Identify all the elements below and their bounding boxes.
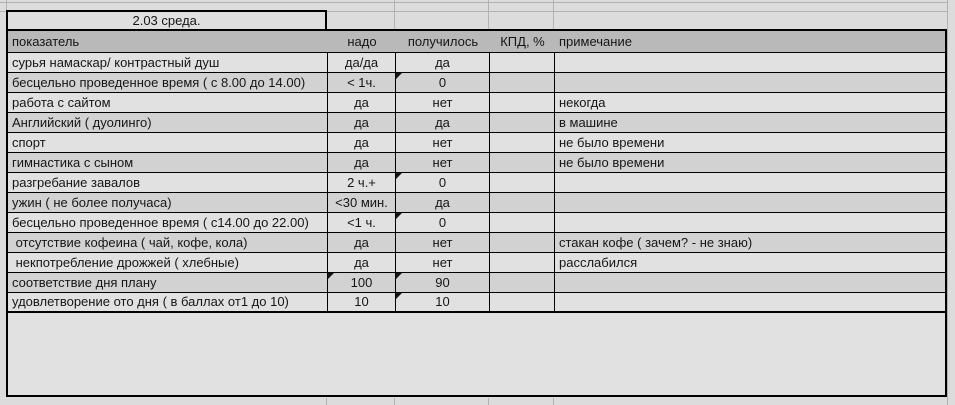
table-row [8, 273, 945, 293]
result-value: 0 [438, 174, 447, 190]
result-cell[interactable] [396, 213, 490, 232]
target-cell[interactable]: <1 ч. [328, 213, 396, 232]
result-cell[interactable]: да [396, 193, 490, 212]
gridline [326, 398, 327, 405]
kpd-cell[interactable] [490, 173, 555, 192]
indicator-cell[interactable]: удовлетворение ото дня ( в баллах от1 до 10) [8, 293, 328, 311]
target-cell[interactable]: да [328, 133, 396, 152]
target-cell[interactable]: да [328, 153, 396, 172]
note-cell[interactable] [555, 53, 945, 72]
kpd-cell[interactable] [490, 273, 555, 292]
error-indicator-icon [396, 213, 402, 219]
table-row [8, 253, 945, 273]
kpd-cell[interactable] [490, 293, 555, 311]
result-cell[interactable]: нет [396, 153, 490, 172]
error-indicator-icon [396, 293, 402, 299]
result-cell[interactable]: нет [396, 133, 490, 152]
target-cell[interactable]: да [328, 253, 396, 272]
gridline [394, 0, 395, 29]
table-row [8, 53, 945, 73]
indicator-cell[interactable]: Английский ( дуолинго) [8, 113, 328, 132]
kpd-cell[interactable] [490, 193, 555, 212]
indicator-cell[interactable]: бесцельно проведенное время ( с 8.00 до 14.00) [8, 73, 328, 92]
indicator-cell[interactable]: ужин ( не более получаса) [8, 193, 328, 212]
target-cell[interactable]: да [328, 93, 396, 112]
target-value: 100 [350, 274, 373, 290]
table-row [8, 93, 945, 113]
kpd-cell[interactable] [490, 73, 555, 92]
result-cell[interactable]: да [396, 53, 490, 72]
result-value: 90 [435, 274, 450, 290]
result-cell[interactable] [396, 73, 490, 92]
gridline [488, 0, 489, 29]
indicator-cell[interactable]: соответствие дня плану [8, 273, 328, 292]
indicator-cell[interactable]: гимнастика с сыном [8, 153, 328, 172]
target-cell[interactable]: 10 [328, 293, 396, 311]
kpd-cell[interactable] [490, 153, 555, 172]
table-row [8, 233, 945, 253]
target-cell[interactable]: < 1ч. [328, 73, 396, 92]
note-cell[interactable]: в машине [559, 114, 618, 130]
note-cell[interactable] [555, 213, 945, 232]
kpd-cell[interactable] [490, 253, 555, 272]
target-cell[interactable]: 2 ч.+ [328, 173, 396, 192]
table-row [8, 113, 945, 133]
column-header-kpd[interactable]: КПД, % [500, 33, 545, 49]
indicator-cell[interactable]: сурья намаскар/ контрастный душ [8, 53, 328, 72]
indicator-cell[interactable]: отсутствие кофеина ( чай, кофе, кола) [8, 233, 328, 252]
target-cell[interactable]: <30 мин. [328, 193, 396, 212]
error-indicator-icon [396, 173, 402, 179]
error-indicator-icon [328, 273, 334, 279]
date-cell[interactable]: 2.03 среда. [6, 10, 327, 31]
table-row [8, 73, 945, 93]
table-body [8, 53, 945, 313]
note-cell[interactable]: стакан кофе ( зачем? - не знаю) [559, 234, 753, 250]
target-cell[interactable] [328, 273, 396, 292]
column-header-result[interactable]: получилось [407, 33, 479, 49]
gridline [0, 2, 947, 3]
result-cell[interactable]: нет [396, 253, 490, 272]
column-header-note[interactable]: примечание [559, 33, 632, 49]
result-cell[interactable]: нет [396, 93, 490, 112]
kpd-cell[interactable] [490, 233, 555, 252]
gridline [553, 0, 554, 29]
target-cell[interactable]: да [328, 233, 396, 252]
note-cell[interactable] [555, 73, 945, 92]
kpd-cell[interactable] [490, 213, 555, 232]
kpd-cell[interactable] [490, 53, 555, 72]
summary-empty-area[interactable] [8, 313, 945, 395]
gridline [488, 398, 489, 405]
kpd-cell[interactable] [490, 113, 555, 132]
note-cell[interactable] [555, 293, 945, 311]
indicator-cell[interactable]: бесцельно проведенное время ( с14.00 до 22.00) [8, 213, 328, 232]
daily-tracker-table [6, 29, 947, 397]
column-header-indicator[interactable]: показатель [12, 33, 80, 49]
result-value: 0 [438, 74, 447, 90]
header-row [8, 31, 945, 53]
indicator-cell[interactable]: разгребание завалов [8, 173, 328, 192]
table-row [8, 153, 945, 173]
note-cell[interactable]: некогда [559, 94, 606, 110]
kpd-cell[interactable] [490, 93, 555, 112]
result-cell[interactable]: да [396, 113, 490, 132]
error-indicator-icon [396, 273, 402, 279]
result-cell[interactable] [396, 173, 490, 192]
note-cell[interactable] [555, 173, 945, 192]
table-row [8, 173, 945, 193]
note-cell[interactable]: расслабился [559, 254, 638, 270]
gridline [553, 398, 554, 405]
kpd-cell[interactable] [490, 133, 555, 152]
result-cell[interactable] [396, 293, 490, 311]
result-value: 10 [435, 294, 450, 310]
table-row [8, 133, 945, 153]
table-row [8, 293, 945, 313]
table-row [8, 193, 945, 213]
note-cell[interactable]: не было времени [559, 154, 665, 170]
note-cell[interactable] [555, 273, 945, 292]
target-cell[interactable]: да [328, 113, 396, 132]
column-header-target[interactable]: надо [347, 33, 377, 49]
error-indicator-icon [396, 73, 402, 79]
target-cell[interactable]: да/да [328, 53, 396, 72]
indicator-cell[interactable]: спорт [8, 133, 328, 152]
result-value: 0 [438, 214, 447, 230]
result-cell[interactable] [396, 273, 490, 292]
note-cell[interactable] [555, 193, 945, 212]
gridline [947, 0, 948, 405]
result-cell[interactable]: нет [396, 233, 490, 252]
gridline [394, 398, 395, 405]
table-row [8, 213, 945, 233]
indicator-cell[interactable]: некпотребление дрожжей ( хлебные) [8, 253, 328, 272]
note-cell[interactable]: не было времени [559, 134, 665, 150]
indicator-cell[interactable]: работа с сайтом [8, 93, 328, 112]
